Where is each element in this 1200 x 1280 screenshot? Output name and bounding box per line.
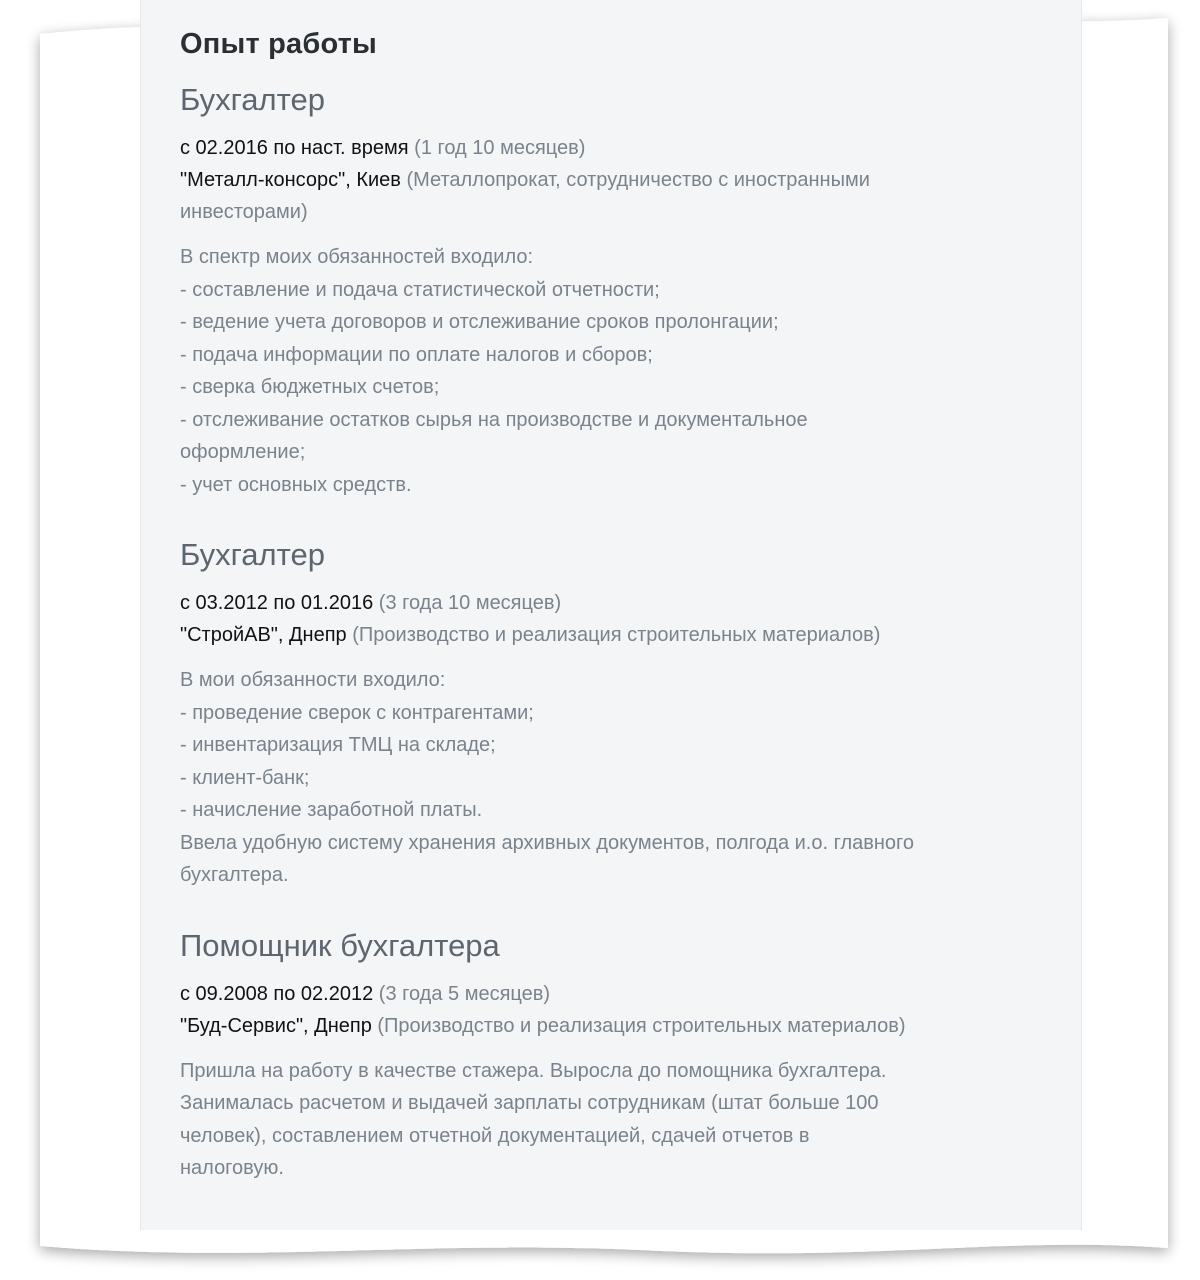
job-industry-continued: инвесторами) xyxy=(180,201,308,223)
description-line: - подача информации по оплате налогов и сборов; xyxy=(180,343,653,366)
job-industry: (Производство и реализация строительных материалов) xyxy=(352,624,881,646)
description-line: - проведение сверок с контрагентами; xyxy=(180,701,534,724)
description-line: бухгалтера. xyxy=(180,864,289,886)
job-industry: (Металлопрокат, сотрудничество с иностранными xyxy=(406,169,870,191)
job-period-line xyxy=(180,587,1060,619)
job-company: "Буд-Сервис", Днепр xyxy=(180,1014,372,1037)
job-industry: (Производство и реализация строительных материалов) xyxy=(377,1014,906,1037)
job-entry xyxy=(180,535,1060,892)
job-duration: (1 год 10 месяцев) xyxy=(414,137,586,159)
job-entry xyxy=(180,80,1060,501)
job-position: Помощник бухгалтера xyxy=(180,927,500,963)
experience-section xyxy=(180,26,1060,1219)
job-company: "СтройАВ", Днепр xyxy=(180,624,347,646)
job-period: с 09.2008 по 02.2012 xyxy=(180,982,374,1005)
description-line: Пришла на работу в качестве стажера. Выросла до помощника бухгалтера. xyxy=(180,1059,887,1082)
job-period: с 03.2012 по 01.2016 xyxy=(180,592,374,614)
resume-panel xyxy=(140,0,1082,1230)
description-line: В спектр моих обязанностей входило: xyxy=(180,246,534,268)
section-title: Опыт работы xyxy=(180,28,378,60)
job-position: Бухгалтер xyxy=(180,82,325,117)
description-line: - ведение учета договоров и отслеживание сроков пролонгации; xyxy=(180,311,779,333)
job-description xyxy=(180,664,1060,892)
job-company-line xyxy=(180,164,1060,196)
description-line: Ввела удобную систему хранения архивных документов, полгода и.о. главного xyxy=(180,831,915,854)
job-description xyxy=(180,241,1060,501)
job-period-line xyxy=(180,978,1060,1010)
description-line: - составление и подача статистической отчетности; xyxy=(180,278,660,301)
description-line: человек), составлением отчетной документацией, сдачей отчетов в xyxy=(180,1124,810,1147)
job-description xyxy=(180,1055,1060,1185)
job-company: "Металл-консорс", Киев xyxy=(180,169,401,191)
description-line: Занималась расчетом и выдачей зарплаты сотрудникам (штат больше 100 xyxy=(180,1092,879,1114)
job-company-line xyxy=(180,1010,1060,1042)
description-line: - сверка бюджетных счетов; xyxy=(180,376,440,398)
description-line: - отслеживание остатков сырья на производстве и документальное xyxy=(180,408,808,431)
job-company-line xyxy=(180,619,1060,651)
job-period: с 02.2016 по наст. время xyxy=(180,137,409,159)
description-line: налоговую. xyxy=(180,1157,284,1179)
description-line: В мои обязанности входило: xyxy=(180,669,446,691)
job-duration: (3 года 5 месяцев) xyxy=(378,982,551,1005)
job-duration: (3 года 10 месяцев) xyxy=(378,592,562,614)
description-line: - учет основных средств. xyxy=(180,473,412,496)
description-line: оформление; xyxy=(180,441,306,463)
job-period-line xyxy=(180,132,1060,164)
description-line: - инвентаризация ТМЦ на складе; xyxy=(180,734,496,756)
description-line: - клиент-банк; xyxy=(180,766,310,789)
job-position: Бухгалтер xyxy=(180,537,325,572)
job-entry xyxy=(180,926,1060,1185)
description-line: - начисление заработной платы. xyxy=(180,799,483,821)
